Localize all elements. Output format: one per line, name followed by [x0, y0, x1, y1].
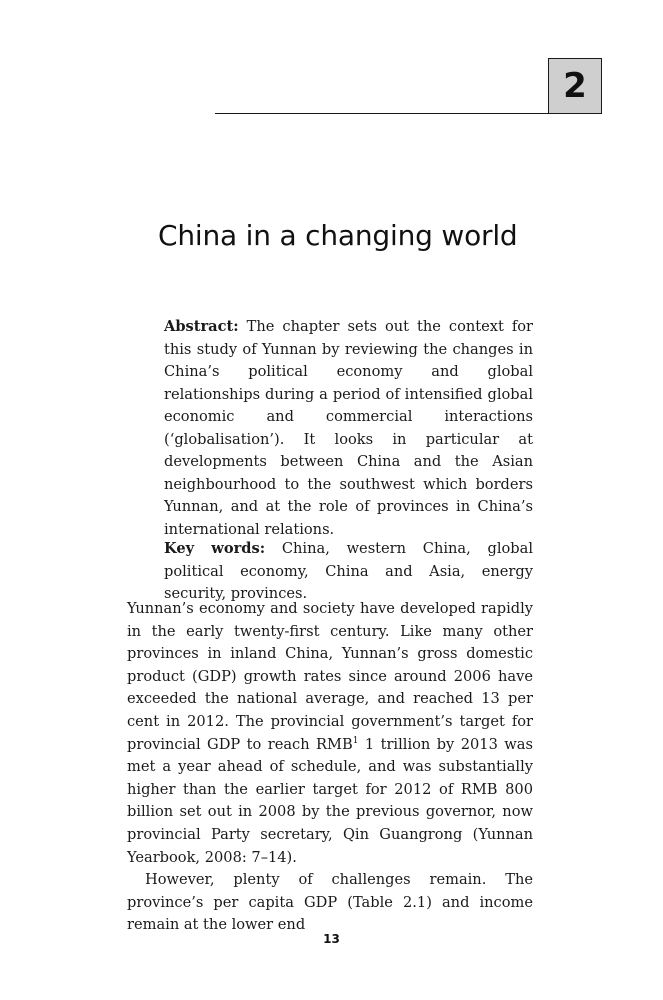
body-paragraph-1	[127, 598, 533, 869]
keywords-label: Key words:	[164, 540, 266, 557]
footnote-marker[interactable]: 1	[352, 735, 359, 746]
chapter-number-box	[548, 58, 602, 114]
keywords	[164, 538, 533, 606]
chapter-title: China in a changing world	[158, 219, 518, 252]
body-paragraph-1-part-b: 1 trillion by 2013 was met a year ahead of schedule, and was substantially higher than the earlier target for 2012 of RMB 800 billion set out in 2008 by the previous governor, now provincial Party secretary, Qin Guangrong (Yunnan Yearbook, 2008: 7–14).	[127, 735, 533, 866]
page-number: 13	[323, 932, 340, 946]
abstract	[164, 316, 533, 541]
chapter-header-rule	[215, 113, 549, 114]
chapter-number: 2	[563, 66, 587, 106]
keywords-text: China, western China, global political economy, China and Asia, energy security, provinces.	[164, 540, 534, 602]
abstract-text: The chapter sets out the context for this study of Yunnan by reviewing the changes in China’s political economy and global relationships during a period of intensified global economic and commercial interactions (‘globalisation’). It looks in particular at developments between China and the Asian neighbourhood to the southwest which borders Yunnan, and at the role of provinces in China’s international relations.	[164, 318, 534, 538]
body-paragraph-1-part-a: Yunnan’s economy and society have developed rapidly in the early twenty-first century. Like many other provinces in inland China, Yunnan’s gross domestic product (GDP) growth rates since around 2006 have exceeded the national average, and reached 13 per cent in 2012. The provincial government’s target for provincial GDP to reach RMB	[127, 600, 533, 753]
body-paragraph-2: However, plenty of challenges remain. The province’s per capita GDP (Table 2.1) and income remain at the lower end	[127, 871, 533, 934]
abstract-label: Abstract:	[164, 318, 239, 335]
body-text	[127, 598, 533, 937]
